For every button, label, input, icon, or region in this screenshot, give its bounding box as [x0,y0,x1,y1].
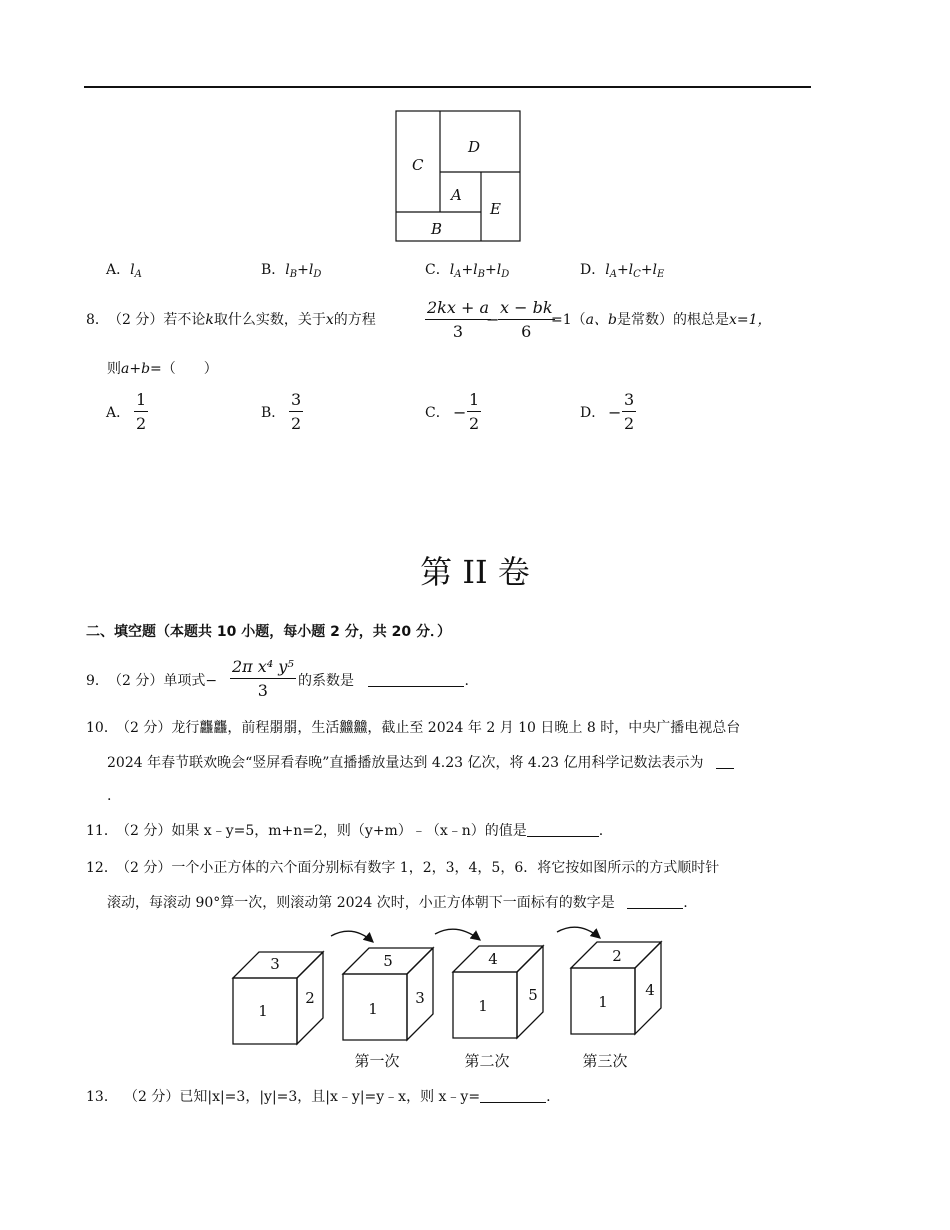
q8-text-end: =1（a、b是常数）的根总是x=1， [551,312,772,328]
cube2-side: 5 [528,986,538,1004]
q8-fraction-2: $\frac{x - bk}{6}$ [500,298,553,341]
cube1-side: 3 [415,989,425,1007]
q12-number: 12． [86,860,118,876]
q10-number: 10． [86,720,118,736]
q13-number: 13． [86,1089,118,1105]
q7-option-b[interactable]: B．$l_B+l_D$ [261,262,322,280]
roll-arrow-1 [331,931,373,942]
q11-answer-blank[interactable] [527,824,599,837]
region-label-A: A [451,186,462,204]
rectangle-partition-figure [390,105,530,245]
region-label-C: C [412,156,424,174]
q12-line1: （2 分）一个小正方体的六个面分别标有数字 1，2，3，4，5，6．将它按如图所示的方式顺时针 [116,860,720,876]
q7-option-a[interactable]: A．$l_A$ [106,262,142,280]
q8-line2: 则a+b=（ ） [107,361,218,377]
cube2-top: 4 [488,950,498,968]
q9-post: 的系数是 . [298,673,469,689]
q8-option-c[interactable]: C． − $\frac{1}{2}$ [425,390,480,433]
roll-arrow-2 [435,929,480,940]
q8-option-b[interactable]: B． $\frac{3}{2}$ [261,390,302,433]
cube-rolling-figure [225,922,670,1074]
q10-line2: 2024 年春节联欢晚会“竖屏看春晚”直播播放量达到 4.23 亿次，将 4.23 亿用科学记数法表示为 [107,756,734,770]
cube3-caption: 第三次 [582,1052,628,1070]
q10-line1: （2 分）龙行龘龘，前程朤朤，生活䲜䲜，截止至 2024 年 2 月 10 日晚上 8 时，中央广播电视总台 [116,720,741,736]
region-label-B: B [431,220,443,238]
q9-fraction: $\frac{\text{2π x⁴ y⁵}}{3}$ [232,657,294,700]
q10-line3: . [107,788,112,804]
region-label-E: E [490,200,501,218]
q9-number: 9． [86,673,109,689]
q8-option-d[interactable]: D． − $\frac{3}{2}$ [580,390,635,433]
q12-line2: 滚动，每滚动 90°算一次，则滚动第 2024 次时，小正方体朝下一面标有的数字是 . [107,895,688,911]
cube2-front: 1 [478,997,488,1015]
q8-text-start: （2 分）若不论k取什么实数，关于x的方程 [108,312,376,328]
q7-option-d[interactable]: D．$l_A+l_C+l_E$ [580,262,665,280]
q11-text: （2 分）如果 x﹣y=5，m+n=2，则（y+m）﹣（x﹣n）的值是 . [116,823,604,839]
q11-number: 11． [86,823,118,839]
roll-arrow-3 [557,927,600,938]
header-rule [84,86,811,88]
q7-option-c[interactable]: C．$l_A+l_B+l_D$ [425,262,510,280]
q13-answer-blank[interactable] [480,1090,546,1103]
q13-text: （2 分）已知|x|=3，|y|=3，且|x﹣y|=y﹣x，则 x﹣y= . [124,1089,551,1105]
q8-minus: − [486,310,500,329]
q9-answer-blank[interactable] [368,674,464,687]
cube0-side: 2 [305,989,315,1007]
q10-answer-blank[interactable] [716,756,734,769]
section-heading: 二、填空题（本题共 10 小题，每小题 2 分，共 20 分．） [86,624,451,640]
cube0-front: 1 [258,1002,268,1020]
cube2-caption: 第二次 [464,1052,510,1070]
q8-number: 8． [86,312,109,328]
q8-fraction-1: $\frac{2kx + a}{3}$ [427,298,490,341]
q9-pre: （2 分）单项式− [108,673,218,689]
cube1-front: 1 [368,1000,378,1018]
cube3-top: 2 [612,947,622,965]
cube3-side: 4 [645,981,655,999]
q12-answer-blank[interactable] [627,896,683,909]
q8-option-a[interactable]: A． $\frac{1}{2}$ [106,390,147,433]
region-label-D: D [468,138,481,156]
part-title: 第 II 卷 [420,553,530,591]
cube3-front: 1 [598,993,608,1011]
cube1-top: 5 [383,952,393,970]
cube1-caption: 第一次 [354,1052,400,1070]
cube0-top: 3 [270,955,280,973]
